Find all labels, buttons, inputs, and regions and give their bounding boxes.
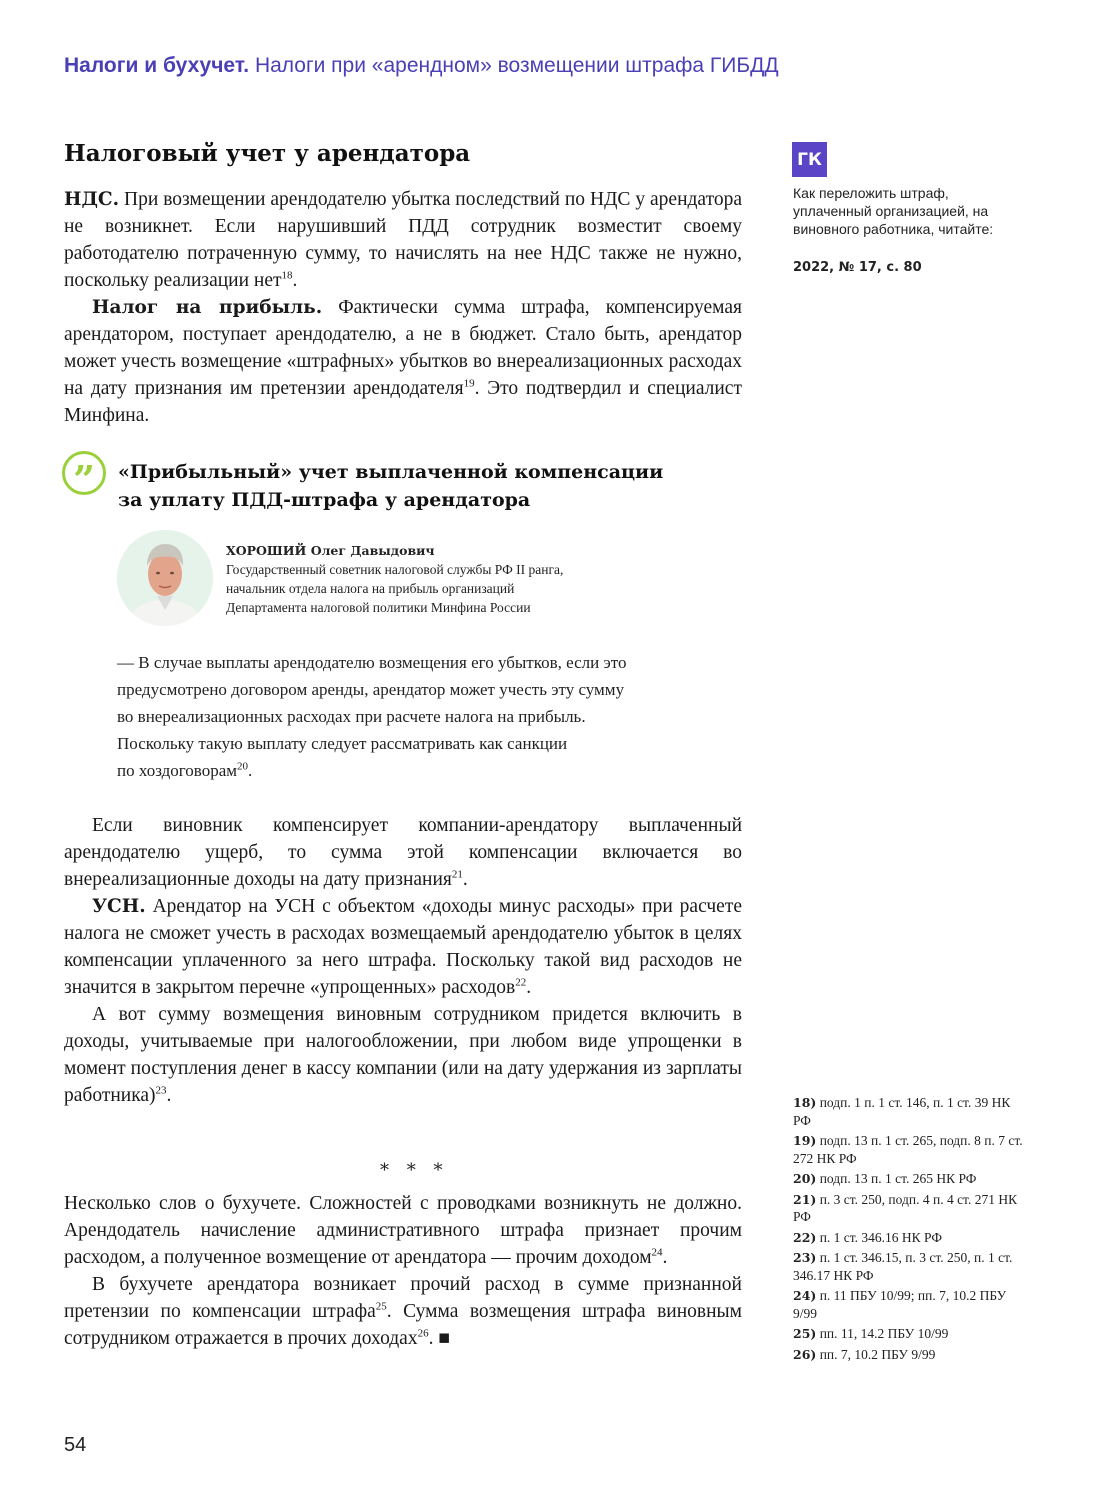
vat-end: . — [292, 270, 298, 291]
expert-heading-line1: «Прибыльный» учет выплаченной компенсации — [118, 461, 664, 483]
running-head — [64, 54, 779, 78]
profit-tax-text: Фактически сумма штрафа, компенсируемая арендатором, поступает арендодателю, а не в бюджет. Стало быть, арендатор может учесть возмещение «штрафных» убытков во внереализационных расходах на дату признания им претензии арендодателя — [64, 297, 742, 399]
expert-heading-line2: за уплату ПДД-штрафа у арендатора — [118, 489, 531, 511]
quote-line3: во внереализационных расходах при расчете налога на прибыль. — [117, 707, 586, 726]
footnote-item — [793, 1325, 1023, 1343]
footnote-number: 22) — [793, 1229, 817, 1245]
compensation-text: Если виновник компенсирует компании-арендатору выплаченный арендодателю ущерб, то сумма этой компенсации включается во внереализационные доходы на дату признания — [64, 815, 742, 890]
quote-icon: ” — [62, 451, 106, 495]
footnotes — [793, 1094, 1023, 1366]
footnote-text: п. 1 ст. 346.15, п. 3 ст. 250, п. 1 ст. 346.17 НК РФ — [793, 1250, 1013, 1283]
expert-position-line3: Департамента налоговой политики Минфина России — [226, 600, 531, 615]
footnote-number: 20) — [793, 1171, 817, 1186]
footnote-item — [793, 1229, 1023, 1247]
footnote-number: 18) — [793, 1095, 817, 1110]
footnote-ref-24[interactable]: 24 — [651, 1246, 663, 1259]
footnote-ref-19[interactable]: 19 — [463, 377, 475, 390]
footnote-item — [793, 1287, 1023, 1322]
footnote-text: п. 1 ст. 346.16 НК РФ — [816, 1229, 942, 1245]
body-block-b — [64, 812, 742, 1109]
paragraph-profit-tax — [64, 294, 742, 429]
page-number: 54 — [64, 1434, 87, 1456]
footnote-item — [793, 1191, 1023, 1226]
income-end: . — [166, 1085, 172, 1106]
quote-line4: Поскольку такую выплату следует рассматривать как санкции — [117, 734, 568, 753]
footnote-ref-22[interactable]: 22 — [515, 976, 527, 989]
expert-avatar — [117, 530, 213, 626]
expert-heading — [118, 458, 663, 514]
footnote-text: п. 11 ПБУ 10/99; пп. 7, 10.2 ПБУ 9/99 — [793, 1288, 1007, 1321]
footnote-number: 23) — [793, 1250, 817, 1265]
quote-line5 — [117, 757, 737, 784]
footnote-item — [793, 1346, 1023, 1364]
quote-line1: — В случае выплаты арендодателю возмещения его убытков, если это — [117, 653, 627, 672]
expert-quote — [117, 649, 737, 784]
tenant-accounting-mid: . Сумма возмещения штрафа виновным сотрудником отражается в прочих доходах — [64, 1301, 742, 1349]
sidebar-reference[interactable]: 2022, № 17, с. 80 — [793, 260, 922, 275]
portrait-icon — [117, 530, 213, 626]
paragraph-tenant-accounting — [64, 1271, 742, 1352]
footnote-text: подп. 1 п. 1 ст. 146, п. 1 ст. 39 НК РФ — [793, 1095, 1011, 1128]
footnote-text: п. 3 ст. 250, подп. 4 п. 4 ст. 271 НК РФ — [793, 1191, 1018, 1224]
footnote-text: подп. 13 п. 1 ст. 265 НК РФ — [816, 1171, 977, 1186]
expert-position-line2: начальник отдела налога на прибыль организаций — [226, 581, 515, 596]
footnote-text: пп. 7, 10.2 ПБУ 9/99 — [816, 1346, 936, 1362]
footnote-ref-20[interactable]: 20 — [237, 760, 249, 773]
paragraph-usn — [64, 893, 742, 1001]
footnote-item — [793, 1094, 1023, 1129]
footnote-item — [793, 1170, 1023, 1188]
footnote-number: 24) — [793, 1288, 817, 1303]
footnote-number: 26) — [793, 1346, 817, 1362]
compensation-end: . — [462, 869, 468, 890]
footnote-text: пп. 11, 14.2 ПБУ 10/99 — [816, 1326, 949, 1341]
footnote-ref-25[interactable]: 25 — [375, 1300, 387, 1313]
running-head-title: Налоги при «арендном» возмещении штрафа ГИБДД — [254, 54, 779, 77]
expert-info — [226, 541, 563, 617]
gk-logo: ГК — [792, 142, 827, 177]
profit-tax-label: Налог на прибыль. — [92, 297, 323, 318]
footnote-number: 19) — [793, 1133, 817, 1148]
income-text: А вот сумму возмещения виновным сотрудником придется включить в доходы, учитываемые при налогообложении, при любом виде упрощенки в момент поступления денег в кассу компании (или на дату удержания из зарплаты работника) — [64, 1004, 742, 1106]
accounting-end: . — [662, 1247, 668, 1268]
quote-end: . — [248, 761, 253, 780]
footnote-number: 21) — [793, 1191, 817, 1207]
paragraph-income — [64, 1001, 742, 1109]
usn-label: УСН. — [92, 896, 146, 917]
vat-text: При возмещении арендодателю убытка последствий по НДС у арендатора не возникнет. Если нарушивший ПДД сотрудник возместит своему работодателю потраченную сумму, то начислять на нее НДС также не нужно, поскольку реализации нет — [64, 189, 742, 291]
tenant-accounting-text: В бухучете арендатора возникает прочий расход в сумме признанной претензии по компенсации штрафа — [64, 1274, 742, 1322]
paragraph-compensation — [64, 812, 742, 893]
accounting-text: Несколько слов о бухучете. Сложностей с проводками возникнуть не должно. Арендодатель начисление административного штрафа признает прочим расходом, а полученное возмещение от арендатора — прочим доходом — [64, 1193, 742, 1268]
body-block-c — [64, 1190, 742, 1352]
profit-tax-end: . Это подтвердил и специалист Минфина. — [64, 378, 742, 426]
footnote-ref-21[interactable]: 21 — [451, 868, 463, 881]
vat-label: НДС. — [64, 189, 120, 210]
footnote-item — [793, 1132, 1023, 1167]
footnote-ref-26[interactable]: 26 — [417, 1327, 429, 1340]
usn-text: Арендатор на УСН с объектом «доходы минус расходы» при расчете налога не сможет учесть в расходах возмещаемый арендодателю убыток в целях компенсации уплаченного за него штрафа. Поскольку такой вид расходов не значится в закрытом перечне «упрощенных» расходов — [64, 896, 742, 998]
footnote-text: подп. 13 п. 1 ст. 265, подп. 8 п. 7 ст. 272 НК РФ — [793, 1133, 1023, 1166]
paragraph-accounting — [64, 1190, 742, 1271]
tenant-accounting-end: . ■ — [428, 1328, 451, 1349]
sidebar-note: Как переложить штраф, уплаченный организацией, на виновного работника, читайте: — [793, 185, 994, 237]
expert-position-line1: Государственный советник налоговой службы РФ II ранга, — [226, 562, 564, 577]
usn-end: . — [526, 977, 532, 998]
quote-line2: предусмотрено договором аренды, арендатор может учесть эту сумму — [117, 680, 625, 699]
footnote-ref-23[interactable]: 23 — [155, 1084, 167, 1097]
section-separator: * * * — [380, 1160, 449, 1181]
footnote-ref-18[interactable]: 18 — [281, 269, 293, 282]
section-title: Налоговый учет у арендатора — [64, 140, 471, 167]
running-head-section: Налоги и бухучет. — [64, 54, 250, 77]
expert-name: ХОРОШИЙ Олег Давыдович — [226, 543, 435, 558]
paragraph-vat — [64, 186, 742, 294]
footnote-item — [793, 1249, 1023, 1284]
quote-line5-text: по хоздоговорам — [117, 761, 238, 780]
body-block-a — [64, 186, 742, 429]
footnote-number: 25) — [793, 1326, 817, 1341]
